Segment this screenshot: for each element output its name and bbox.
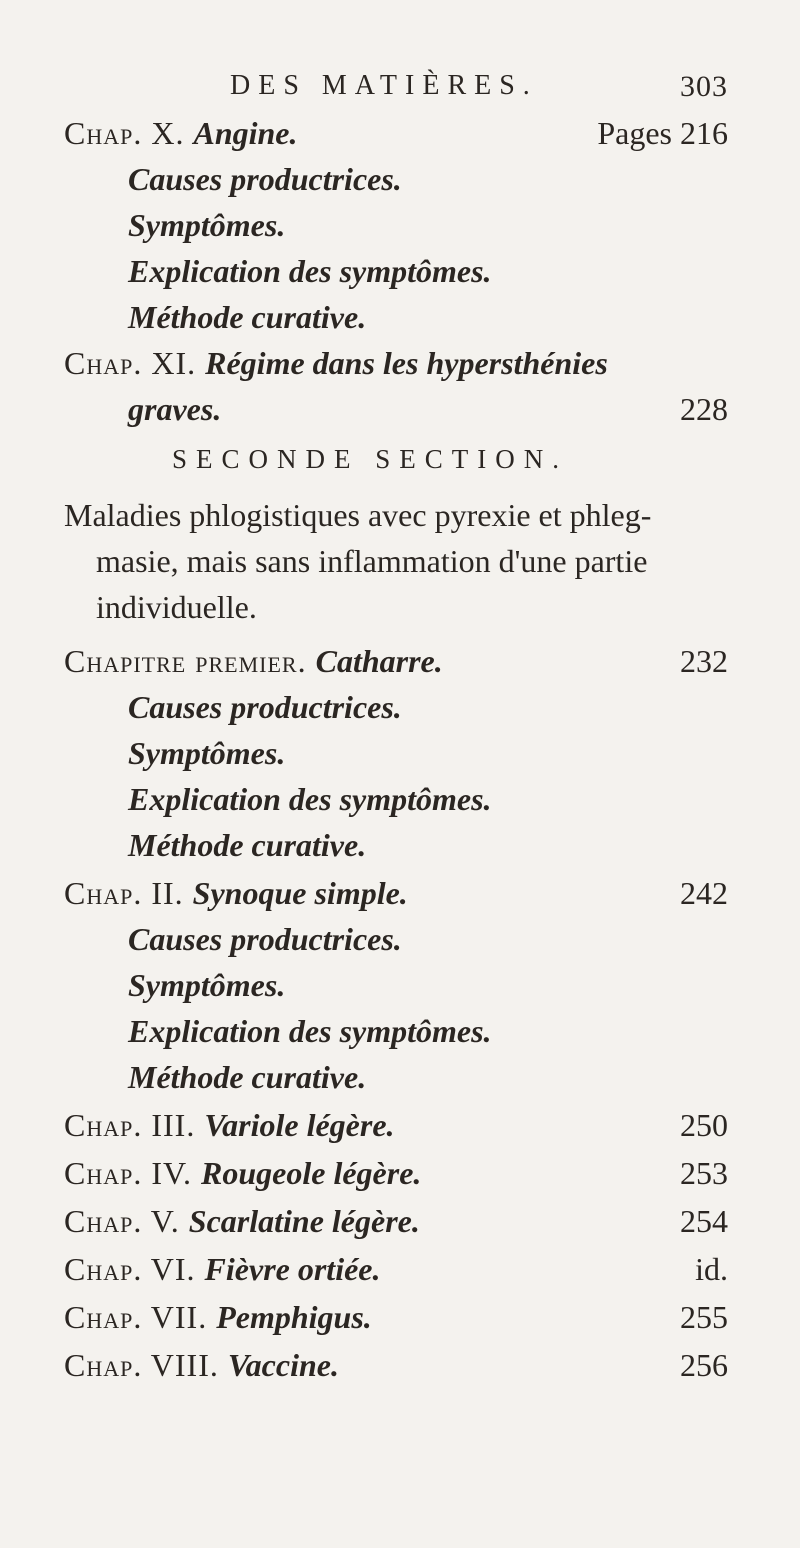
toc-subentry: Explication des symptômes. xyxy=(128,781,492,817)
chapter-title: Pemphigus. xyxy=(216,1299,372,1335)
toc-subentry: Méthode curative. xyxy=(128,827,367,863)
chapter-title: Vaccine. xyxy=(227,1347,339,1383)
toc-subentry: Causes productrices. xyxy=(128,161,402,197)
toc-entry-chap-6 xyxy=(64,1246,728,1292)
running-header xyxy=(230,70,728,110)
page-ref: 228 xyxy=(680,391,728,427)
page-ref: 242 xyxy=(680,875,728,911)
toc-entry-chap-5 xyxy=(64,1198,728,1244)
page-ref: 232 xyxy=(680,643,728,679)
toc-entry-chap-2 xyxy=(64,870,728,916)
page-ref: 254 xyxy=(680,1203,728,1239)
toc-subentry: Méthode curative. xyxy=(128,1059,367,1095)
chapter-title: Régime dans les hypersthénies xyxy=(205,345,608,381)
chapter-label: Chap. VII. xyxy=(64,1299,208,1335)
chapter-title: Variole légère. xyxy=(204,1107,395,1143)
toc-entry-chap-1 xyxy=(64,638,728,684)
toc-entry-chap-11 xyxy=(64,340,728,386)
chapter-title: Angine. xyxy=(193,115,298,151)
page-ref: id. xyxy=(695,1251,728,1287)
page-ref: Pages 216 xyxy=(597,115,728,151)
toc-subentry: Symptômes. xyxy=(128,207,286,243)
chapter-label: Chap. XI. xyxy=(64,345,197,381)
toc-entry-chap-8 xyxy=(64,1342,728,1388)
page-ref: 250 xyxy=(680,1107,728,1143)
chapter-title: Rougeole légère. xyxy=(201,1155,422,1191)
chapter-title: Synoque simple. xyxy=(192,875,408,911)
toc-entry-chap-7 xyxy=(64,1294,728,1340)
toc-entry-chap-3 xyxy=(64,1102,728,1148)
toc-subentry: Causes productrices. xyxy=(128,689,402,725)
toc-subentry: Symptômes. xyxy=(128,967,286,1003)
toc-subentry: Causes productrices. xyxy=(128,921,402,957)
toc-subentry: Symptômes. xyxy=(128,735,286,771)
toc-subentry: Explication des symptômes. xyxy=(128,253,492,289)
toc-entry-chap-11-cont: graves. 228 xyxy=(128,386,728,432)
section-description-line: individuelle. xyxy=(96,589,257,625)
chapter-label: Chap. IV. xyxy=(64,1155,192,1191)
chapter-label: Chap. VI. xyxy=(64,1251,196,1287)
chapter-title: Fièvre ortiée. xyxy=(204,1251,381,1287)
toc-entry-chap-10 xyxy=(64,110,728,156)
chapter-label: Chap. II. xyxy=(64,875,184,911)
page-ref: 255 xyxy=(680,1299,728,1335)
page-number: 303 xyxy=(680,70,728,103)
chapter-label: Chap. V. xyxy=(64,1203,180,1239)
section-heading: SECONDE SECTION. xyxy=(172,444,569,474)
page-ref: 256 xyxy=(680,1347,728,1383)
header-title: DES MATIÈRES. xyxy=(230,70,538,101)
chapter-label: Chap. VIII. xyxy=(64,1347,219,1383)
toc-subentry: Méthode curative. xyxy=(128,299,367,335)
chapter-title: Scarlatine légère. xyxy=(188,1203,420,1239)
section-description-line: masie, mais sans inflammation d'une partie xyxy=(96,543,648,579)
chapter-title: Catharre. xyxy=(315,643,443,679)
chapter-label: Chapitre premier. xyxy=(64,643,307,679)
chapter-label: Chap. III. xyxy=(64,1107,196,1143)
section-description-line: Maladies phlogistiques avec pyrexie et phleg- xyxy=(64,497,652,533)
chapter-label: Chap. X. xyxy=(64,115,185,151)
toc-entry-chap-4 xyxy=(64,1150,728,1196)
page-ref: 253 xyxy=(680,1155,728,1191)
toc-subentry: Explication des symptômes. xyxy=(128,1013,492,1049)
